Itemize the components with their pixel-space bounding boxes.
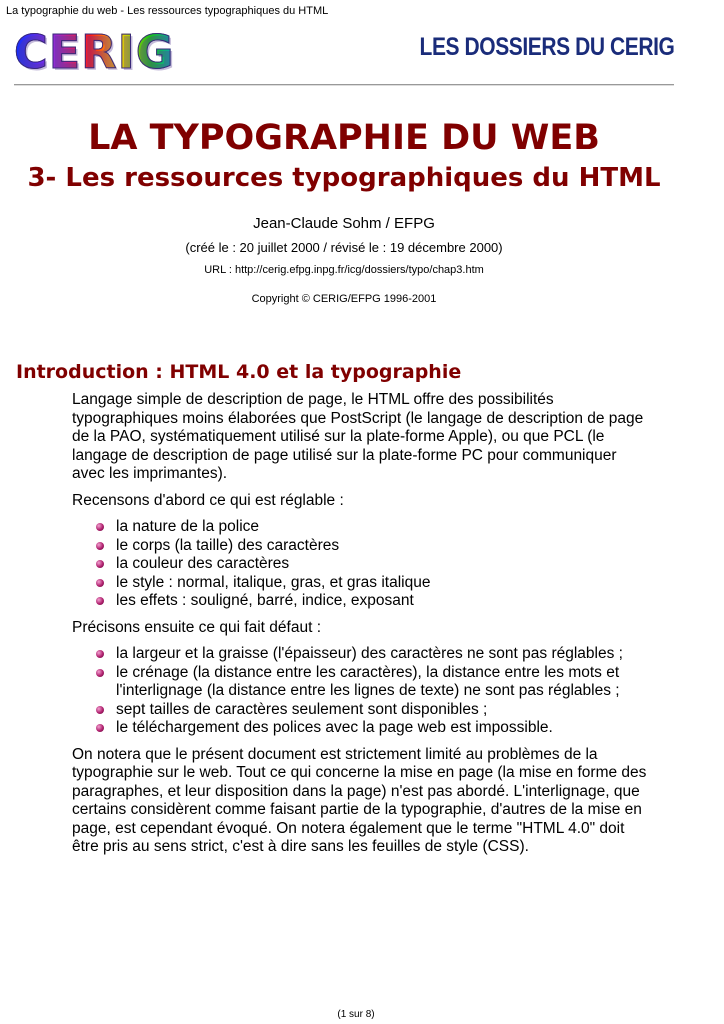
print-header: La typographie du web - Les ressources typographiques du HTML (6, 5, 329, 17)
list-item (72, 645, 652, 664)
list-item (72, 701, 652, 720)
list-item (72, 555, 652, 574)
dossiers-link[interactable]: LES DOSSIERS DU CERIG (419, 33, 674, 61)
copyright: Copyright © CERIG/EFPG 1996-2001 (251, 293, 437, 305)
list-item-text: sept tailles de caractères seulement sont disponibles ; (116, 700, 488, 718)
list-item (72, 664, 652, 701)
list-item (72, 719, 652, 738)
list-item-text: le style : normal, italique, gras, et gras italique (116, 573, 431, 591)
page-url: URL : http://cerig.efpg.inpg.fr/icg/dossiers/typo/chap3.htm (204, 264, 484, 276)
closing-paragraph: On notera que le présent document est strictement limité au problèmes de la typographie sur le web. Tout ce qui concerne la mise en page (la mise en forme des paragraphes, et leur disposition dans la page) n'est pas abordé. L'interlignage, que certains considèrent comme faisant partie de la typographie, d'autres de la mise en page, est cependant évoqué. On notera également que le terme "HTML 4.0" doit être pris au sens strict, c'est à dire sans les feuilles de style (CSS). (72, 745, 647, 855)
bullet-icon (96, 523, 104, 531)
cerig-logo[interactable] (14, 25, 184, 79)
list-item-text: le crénage (la distance entre les caractères), la distance entre les mots et l'interlignage (la distance entre les lignes de texte) ne sont pas réglables ; (116, 663, 620, 699)
header-divider (14, 84, 674, 86)
list-item (72, 537, 652, 556)
list-item-text: la couleur des caractères (116, 555, 290, 572)
list-item-text: le téléchargement des polices avec la page web est impossible. (116, 719, 553, 736)
list-item (72, 518, 652, 537)
page-subtitle: 3- Les ressources typographiques du HTML (27, 163, 661, 193)
intro-paragraph: Langage simple de description de page, le HTML offre des possibilités typographiques moins élaborées que PostScript (le langage de description de page de la PAO, systématiquement utilisé sur la plate-forme Apple), ou que PCL (le langage de description de page utilisé sur la plate-forme PC pour communiquer avec les imprimantes). (72, 391, 644, 482)
missing-intro: Précisons ensuite ce qui fait défaut : (72, 618, 322, 636)
cerig-logo-text: CERIG (14, 28, 184, 76)
section-heading: Introduction : HTML 4.0 et la typographie (16, 361, 462, 383)
dates: (créé le : 20 juillet 2000 / révisé le : 19 décembre 2000) (185, 240, 503, 255)
article-body (72, 391, 652, 865)
list-item (72, 592, 652, 611)
adjustable-intro: Recensons d'abord ce qui est réglable : (72, 491, 344, 509)
list-item-text: la nature de la police (116, 518, 260, 535)
bullet-icon (96, 579, 104, 587)
bullet-icon (96, 560, 104, 568)
page-title: LA TYPOGRAPHIE DU WEB (88, 118, 600, 158)
missing-list (72, 645, 652, 738)
list-item-text: les effets : souligné, barré, indice, exposant (116, 592, 414, 609)
bullet-icon (96, 650, 104, 658)
bullet-icon (96, 669, 104, 677)
author: Jean-Claude Sohm / EFPG (253, 215, 435, 232)
adjustable-list (72, 518, 652, 611)
page-counter: (1 sur 8) (337, 1009, 375, 1020)
bullet-icon (96, 597, 104, 605)
list-item (72, 574, 652, 593)
bullet-icon (96, 706, 104, 714)
list-item-text: le corps (la taille) des caractères (116, 536, 340, 554)
bullet-icon (96, 542, 104, 550)
bullet-icon (96, 724, 104, 732)
list-item-text: la largeur et la graisse (l'épaisseur) des caractères ne sont pas réglables ; (116, 645, 623, 662)
